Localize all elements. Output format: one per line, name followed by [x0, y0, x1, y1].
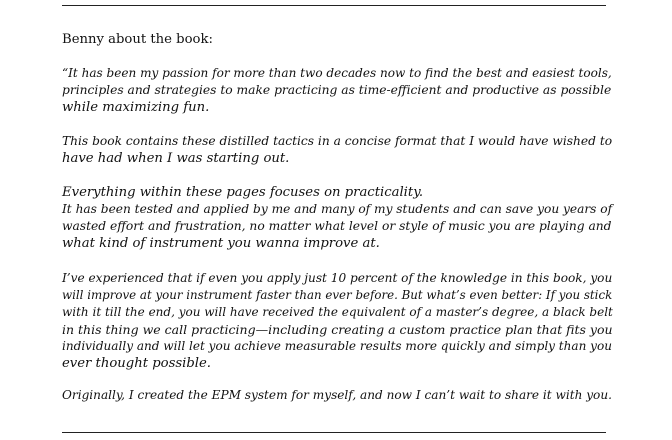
quote-line: This book contains these distilled tactics in a concise format that I would have wished to — [62, 134, 613, 148]
quote-line: principles and strategies to make practicing as time-efficient and productive as possible — [62, 83, 612, 97]
quote-line: Originally, I created the EPM system for myself, and now I can’t wait to share it with you. — [62, 388, 612, 402]
quote-line: ever thought possible. — [62, 356, 211, 371]
top-divider — [62, 5, 606, 6]
quote-line: with it till the end, you will have received the equivalent of a master’s degree, a black belt — [62, 305, 613, 319]
quote-line: I’ve experienced that if even you apply just 10 percent of the knowledge in this book, you — [62, 271, 613, 285]
bottom-divider — [62, 432, 606, 433]
quote-line: individually and will let you achieve measurable results more quickly and simply than you — [62, 339, 612, 353]
quote-line: what kind of instrument you wanna improve at. — [62, 236, 380, 251]
quote-line: have had when I was starting out. — [62, 151, 290, 166]
quote-line: Everything within these pages focuses on practicality. — [62, 185, 424, 200]
quote-line: while maximizing fun. — [62, 100, 210, 115]
quote-line: wasted effort and frustration, no matter what level or style of music you are playing and — [62, 219, 612, 233]
quote-line: in this thing we call practicing—including creating a custom practice plan that fits you — [62, 322, 613, 337]
section-heading: Benny about the book: — [62, 32, 213, 47]
quote-line: It has been tested and applied by me and many of my students and can save you years of — [62, 202, 613, 216]
quote-line: will improve at your instrument faster than ever before. But what’s even better: If you stick — [62, 288, 613, 302]
quote-line: “It has been my passion for more than two decades now to find the best and easiest tools, — [62, 66, 612, 80]
